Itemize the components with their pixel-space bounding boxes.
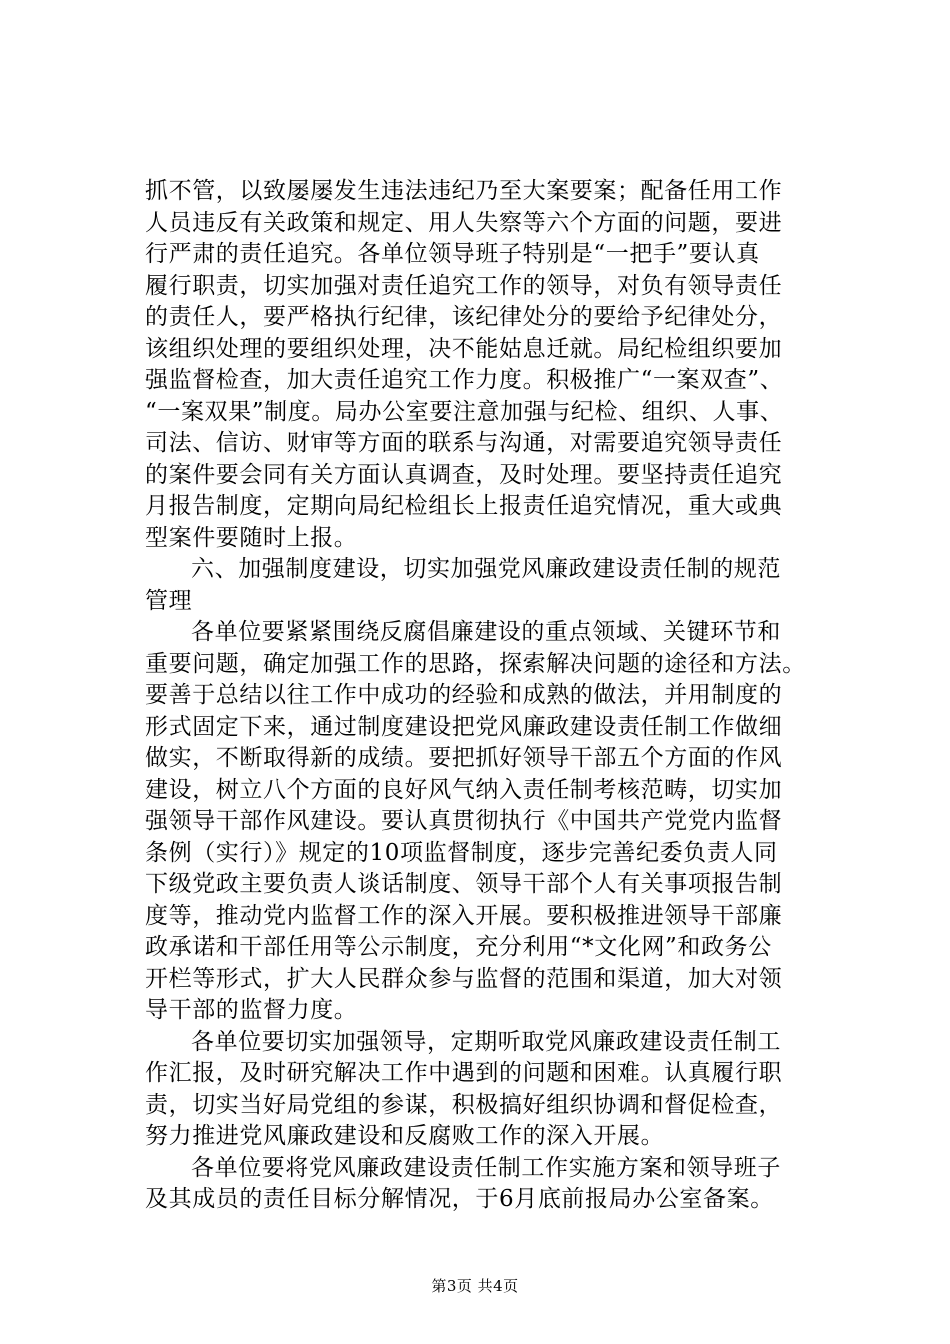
text-line: 六、加强制度建设，切实加强党风廉政建设责任制的规范 [191, 556, 781, 582]
text-line: 做实，不断取得新的成绩。要把抓好领导干部五个方面的作风 [145, 745, 783, 771]
text-line: 月报告制度，定期向局纪检组长上报责任追究情况，重大或典 [145, 493, 783, 519]
text-line: 行严肃的责任追究。各单位领导班子特别是“一把手”要认真 [145, 241, 760, 267]
text-line: 的责任人，要严格执行纪律，该纪律处分的要给予纪律处分， [145, 304, 783, 330]
text-line: 人员违反有关政策和规定、用人失察等六个方面的问题，要进 [145, 209, 783, 236]
text-line: 重要问题，确定加强工作的思路，探索解决问题的途径和方法。 [145, 650, 806, 677]
text-line: 作汇报，及时研究解决工作中遇到的问题和困难。认真履行职 [145, 1060, 783, 1086]
text-line: “一案双果”制度。局办公室要注意加强与纪检、组织、人事、 [145, 398, 784, 425]
text-line: 该组织处理的要组织处理，决不能姑息迁就。局纪检组织要加 [145, 335, 783, 362]
text-line: 型案件要随时上报。 [145, 524, 358, 551]
text-line: 的案件要会同有关方面认真调查，及时处理。要坚持责任追究 [145, 461, 783, 488]
text-line: 各单位要将党风廉政建设责任制工作实施方案和领导班子 [191, 1154, 781, 1181]
text-line: 形式固定下来，通过制度建设把党风廉政建设责任制工作做细 [145, 713, 783, 740]
text-line: 管理 [145, 587, 193, 614]
text-line: 及其成员的责任目标分解情况，于6月底前报局办公室备案。 [145, 1186, 774, 1212]
text-line: 导干部的监督力度。 [145, 997, 358, 1023]
text-line: 司法、信访、财审等方面的联系与沟通，对需要追究领导责任 [145, 430, 783, 456]
text-line: 下级党政主要负责人谈话制度、领导干部个人有关事项报告制 [145, 871, 783, 897]
text-line: 要善于总结以往工作中成功的经验和成熟的做法，并用制度的 [145, 682, 783, 708]
text-line: 责，切实当好局党组的参谋，积极搞好组织协调和督促检查， [145, 1091, 783, 1118]
text-line: 履行职责，切实加强对责任追究工作的领导，对负有领导责任 [145, 272, 783, 299]
text-line: 政承诺和干部任用等公示制度，充分利用“*文化网”和政务公 [145, 934, 772, 960]
document-body [145, 176, 845, 1216]
text-line: 开栏等形式，扩大人民群众参与监督的范围和渠道，加大对领 [145, 965, 783, 992]
text-line: 努力推进党风廉政建设和反腐败工作的深入开展。 [145, 1123, 665, 1149]
text-line: 强监督检查，加大责任追究工作力度。积极推广“一案双查”、 [145, 367, 784, 393]
text-line: 强领导干部作风建设。要认真贯彻执行《中国共产党党内监督 [145, 808, 783, 834]
text-line: 条例（实行）》规定的10项监督制度，逐步完善纪委负责人同 [145, 839, 778, 866]
text-line: 度等，推动党内监督工作的深入开展。要积极推进领导干部廉 [145, 902, 783, 929]
text-line: 抓不管，以致屡屡发生违法违纪乃至大案要案；配备任用工作 [145, 178, 783, 204]
text-line: 各单位要切实加强领导，定期听取党风廉政建设责任制工 [191, 1028, 781, 1055]
text-line: 建设，树立八个方面的良好风气纳入责任制考核范畴，切实加 [145, 776, 783, 803]
page-footer: 第3页 共4页 [431, 1277, 519, 1295]
text-line: 各单位要紧紧围绕反腐倡廉建设的重点领域、关键环节和 [191, 619, 781, 645]
